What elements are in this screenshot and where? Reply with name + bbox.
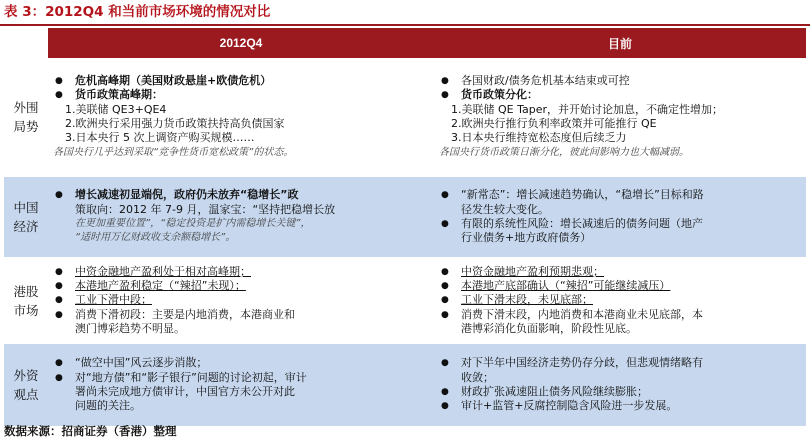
- list-item: ● 危机高峰期（美国财政悬崖+欧债危机）: [53, 74, 429, 88]
- list-item: ● “做空中国”风云逐步消散；: [53, 356, 429, 370]
- list-item: ● 本港地产盈利稳定（“辣招”未现）；: [53, 279, 429, 293]
- header-row: [4, 28, 806, 58]
- list-item: ● “新常态”：增长减速趋势确认，“稳增长”目标和路: [439, 188, 801, 202]
- cell-current-hk-market: [434, 258, 806, 344]
- cell-2012q4-external: [48, 58, 434, 177]
- row-label-external: 外围局势: [4, 58, 48, 177]
- table-row: [4, 58, 806, 177]
- list-item: 3.日本央行维持宽松态度但后续乏力: [451, 131, 627, 145]
- table-row: [4, 258, 806, 344]
- row-label-hk-market: 港股市场: [4, 258, 48, 344]
- list-item: ● 中资金融地产盈利预期悲观；: [439, 265, 801, 279]
- header-corner: [4, 28, 48, 58]
- list-item: ● 财政扩张减速阻止债务风险继续膨胀；: [439, 385, 801, 399]
- list-item: 澳门博彩趋势不明显。: [75, 321, 185, 335]
- row-label-china-economy: 中国经济: [4, 177, 48, 258]
- list-item: ● 消费下滑末段，内地消费和本港商业未见底部，本: [439, 308, 801, 322]
- list-item: 收敛；: [461, 370, 494, 384]
- note-text: 各国央行货币政策日渐分化，彼此间影响力也大幅减弱。: [439, 146, 689, 158]
- cell-2012q4-foreign-view: [48, 344, 434, 427]
- cell-current-china-economy: [434, 177, 806, 258]
- table-row: [4, 344, 806, 427]
- cell-2012q4-china-economy: [48, 177, 434, 258]
- list-item: ● 对“地方债”和“影子银行”问题的讨论初起，审计: [53, 371, 429, 385]
- list-item: 2.欧洲央行采用强力货币政策扶持高负债国家: [65, 117, 285, 130]
- table-title: 表 3：2012Q4 和当前市场环境的情况对比: [4, 4, 271, 20]
- comparison-table: [4, 28, 806, 427]
- list-item: 1.美联储 QE3+QE4: [65, 102, 167, 116]
- list-item: ● 增长减速初显端倪，政府仍未放弃“稳增长”政: [53, 188, 429, 202]
- list-item: 问题的关注。: [75, 399, 141, 413]
- note-text: 各国央行几乎达到采取“竞争性货币宽松政策”的状态。: [53, 146, 294, 158]
- list-item: 行业债务+地方政府债务）: [461, 231, 592, 245]
- table-row: [4, 177, 806, 258]
- title-divider: [0, 24, 810, 26]
- list-item: ● 工业下滑末段，未见底部；: [439, 293, 801, 307]
- list-item: ● 货币政策分化：: [439, 88, 801, 102]
- note-text: “适时用万亿财政收支余额稳增长”。: [75, 232, 236, 244]
- list-item: ● 中资金融地产盈利处于相对高峰期；: [53, 265, 429, 279]
- list-item: 港博彩消化负面影响，阶段性见底。: [461, 321, 637, 335]
- header-2012q4: 2012Q4: [48, 28, 434, 58]
- list-item: ● 各国财政/债务危机基本结束或可控: [439, 74, 801, 88]
- list-item: ● 对下半年中国经济走势仍存分歧，但悲观情绪略有: [439, 356, 801, 370]
- list-item: 3.日本央行 5 次上调资产购买规模……: [65, 131, 255, 145]
- row-label-foreign-view: 外资观点: [4, 344, 48, 427]
- cell-current-external: [434, 58, 806, 177]
- list-item: ● 审计+监管+反腐控制隐含风险进一步发展。: [439, 399, 801, 413]
- list-item: ● 消费下滑初段：主要是内地消费，本港商业和: [53, 308, 429, 322]
- list-item: 1.美联储 QE Taper，并开始讨论加息，不确定性增加；: [451, 102, 724, 116]
- list-item: ● 货币政策高峰期：: [53, 88, 429, 102]
- header-current: 目前: [434, 28, 806, 58]
- list-item: 径发生较大变化。: [461, 202, 549, 216]
- list-item: 2.欧洲央行推行负利率政策并可能推行 QE: [451, 117, 657, 130]
- cell-current-foreign-view: [434, 344, 806, 427]
- list-item: 署尚未完成地方债审计，中国官方未公开对此: [75, 385, 295, 398]
- list-item: 策取向：2012 年 7-9 月，温家宝：“坚持把稳增长放: [75, 202, 336, 216]
- list-item: ● 本港地产底部确认（“辣招”可能继续减压）: [439, 279, 801, 293]
- note-text: 在更加重要位置”，“稳定投资是扩内需稳增长关键”，: [75, 218, 311, 229]
- list-item: ● 有限的系统性风险：增长减速后的债务问题（地产: [439, 217, 801, 231]
- source-note: 数据来源：招商证券（香港）整理: [4, 424, 177, 438]
- cell-2012q4-hk-market: [48, 258, 434, 344]
- list-item: ● 工业下滑中段；: [53, 293, 429, 307]
